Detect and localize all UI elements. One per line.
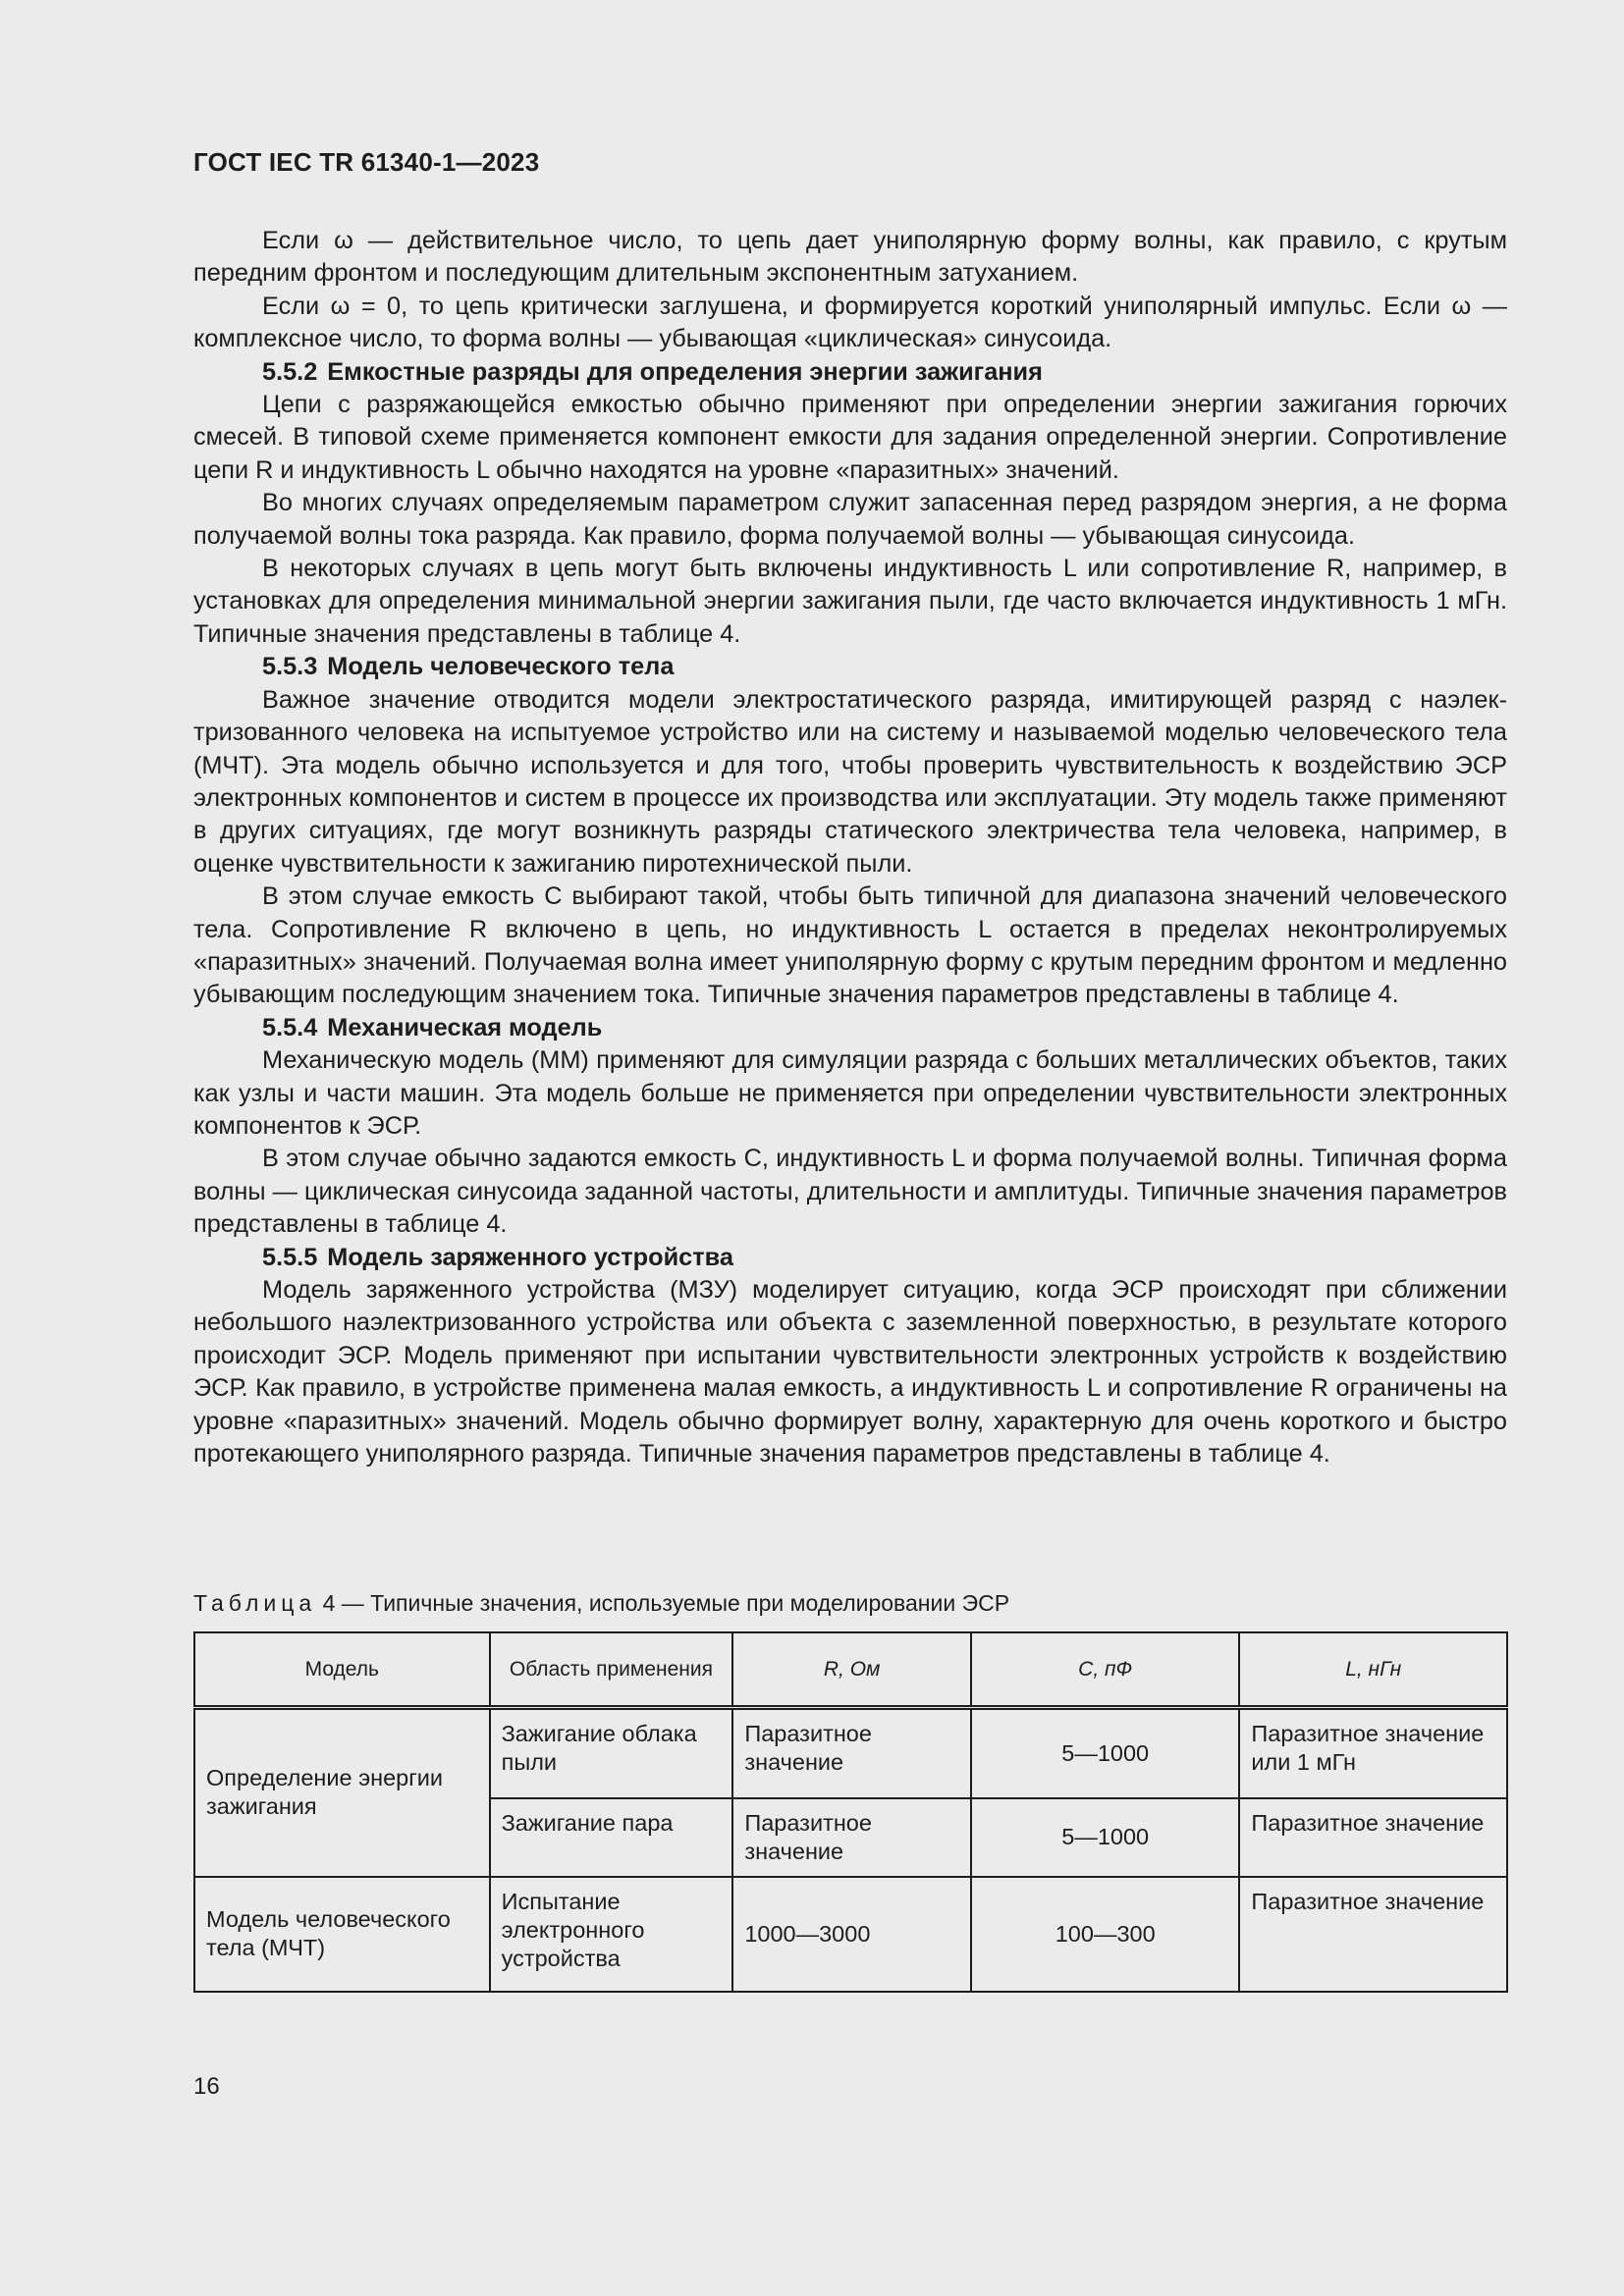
paragraph: Во многих случаях определяемым параметром служит запасенная перед разрядом энергия, а не форма получаемой волны тока разряда. Как правило, форма получаемой волны — убывающая синусоида. <box>193 489 1507 550</box>
column-header-l: L, нГн <box>1239 1632 1507 1708</box>
section-number: 5.5.4 <box>262 1013 318 1041</box>
column-header-c: C, пФ <box>971 1632 1239 1708</box>
paragraph: Если ω = 0, то цепь критически заглушена, и формируется короткий униполярный импульс. Если ω — комплексное число, то форма волны — убывающая «циклическая» синусоида. <box>193 292 1507 353</box>
table-caption-text: 4 — Типичные значения, используемые при моделировании ЭСР <box>322 1590 1010 1616</box>
section-number: 5.5.5 <box>262 1243 318 1271</box>
section-heading <box>193 1012 1507 1044</box>
table-cell-r: Паразитное значение <box>732 1798 971 1877</box>
section-heading <box>193 356 1507 389</box>
section-number: 5.5.2 <box>262 357 318 386</box>
paragraph: Важное значение отводится модели электростатического разряда, имитирующей разряд с наэлектризованного человека на испытуемое устройство или на систему и называемой моделью человеческого тела (МЧТ). Эта модель обычно используется и для того, чтобы проверить чувствительность к воздействию ЭСР электронных компонентов и систем в процессе их производства или эксплуатации. Эту модель также применяют в других ситуациях, где могут возникнуть разряды статического электричества тела человека, например, в оценке чувствительности к зажиганию пиротехнической пыли. <box>193 685 1507 878</box>
section-heading <box>193 1242 1507 1274</box>
section-title: Модель человеческого тела <box>327 653 675 681</box>
table-cell-area: Зажигание облака пыли <box>490 1708 733 1798</box>
table-cell-model: Определение энергии зажигания <box>194 1708 490 1877</box>
table-cell-area: Зажигание пара <box>490 1798 733 1877</box>
paragraph: В этом случае обычно задаются емкость С, индуктивность L и форма получаемой волны. Типичная форма волны — циклическая синусоида заданной частоты, длительности и амплитуды. Типичные значения параметров представлены в таблице 4. <box>193 1145 1507 1239</box>
table-row <box>194 1708 1507 1798</box>
column-header-r: R, Ом <box>732 1632 971 1708</box>
paragraph: В некоторых случаях в цепь могут быть включены индуктивность L или сопротивление R, например, в установках для определения минимальной энергии зажигания пыли, где часто включается индуктивность 1 мГн. Типичные значения представлены в таблице 4. <box>193 555 1507 648</box>
data-table <box>193 1631 1508 1993</box>
body-text <box>193 225 1507 1470</box>
section-title: Механическая модель <box>327 1013 603 1041</box>
paragraph: Механическую модель (ММ) применяют для симуляции разряда с больших металлических объектов, таких как узлы и части машин. Эта модель больше не применяется при определении чувствительности электронных компонентов к ЭСР. <box>193 1046 1507 1140</box>
section-number: 5.5.3 <box>262 653 318 681</box>
paragraph: Модель заряженного устройства (МЗУ) моделирует ситуацию, когда ЭСР происходят при сближении небольшого наэлектризованного устройства или объекта с заземленной поверхностью, в результате которого происходит ЭСР. Модель применяют при испытании чувствительности электронных устройств к воздействию ЭСР. Как правило, в устройстве применена малая емкость, а индуктивность L и сопротивление R ограничены на уровне «паразитных» значений. Модель обычно формирует волну, характерную для очень короткого и быстро протекающего униполярного разряда. Типичные значения параметров представлены в таблице 4. <box>193 1276 1507 1468</box>
section-heading <box>193 651 1507 683</box>
table-cell-c: 100—300 <box>971 1877 1239 1992</box>
page-number: 16 <box>193 2073 220 2100</box>
paragraph: Цепи с разряжающейся емкостью обычно применяют при определении энергии зажигания горючих смесей. В типовой схеме применяется компонент емкости для задания определенной энергии. Сопротивление цепи R и индуктивность L обычно находятся на уровне «паразитных» значений. <box>193 391 1507 484</box>
table-cell-c: 5—1000 <box>971 1798 1239 1877</box>
table-cell-area: Испытание электронного устройства <box>490 1877 733 1992</box>
section-title: Модель заряженного устройства <box>327 1243 733 1271</box>
section-title: Емкостные разряды для определения энергии зажигания <box>327 357 1043 386</box>
table-caption-label: Таблица <box>193 1590 317 1616</box>
paragraph: В этом случае емкость С выбирают такой, чтобы быть типичной для диапазона значений человеческого тела. Сопротивление R включено в цепь, но индуктивность L остается в пределах неконтролируемых «паразитных» значений. Получаемая волна имеет униполярную форму с крутым передним фронтом и медленно убывающим последующим значением тока. Типичные значения параметров представлены в таблице 4. <box>193 882 1507 1009</box>
table-cell-r: Паразитное значение <box>732 1708 971 1798</box>
table-header-row <box>194 1632 1507 1708</box>
table-cell-l: Паразитное значение <box>1239 1798 1507 1877</box>
table-cell-r: 1000—3000 <box>732 1877 971 1992</box>
table-cell-l: Паразитное значение <box>1239 1877 1507 1992</box>
paragraph: Если ω — действительное число, то цепь дает униполярную форму волны, как правило, с крутым передним фронтом и последующим длительным экспонентным затуханием. <box>193 227 1507 288</box>
table-cell-l: Паразитное значение или 1 мГн <box>1239 1708 1507 1798</box>
table-cell-c: 5—1000 <box>971 1708 1239 1798</box>
document-header: ГОСТ IEC TR 61340-1—2023 <box>193 147 540 177</box>
column-header-model: Модель <box>194 1632 490 1708</box>
table-cell-model: Модель человеческого тела (МЧТ) <box>194 1877 490 1992</box>
column-header-area: Область применения <box>490 1632 733 1708</box>
table-caption <box>193 1590 1009 1617</box>
table-row <box>194 1877 1507 1992</box>
